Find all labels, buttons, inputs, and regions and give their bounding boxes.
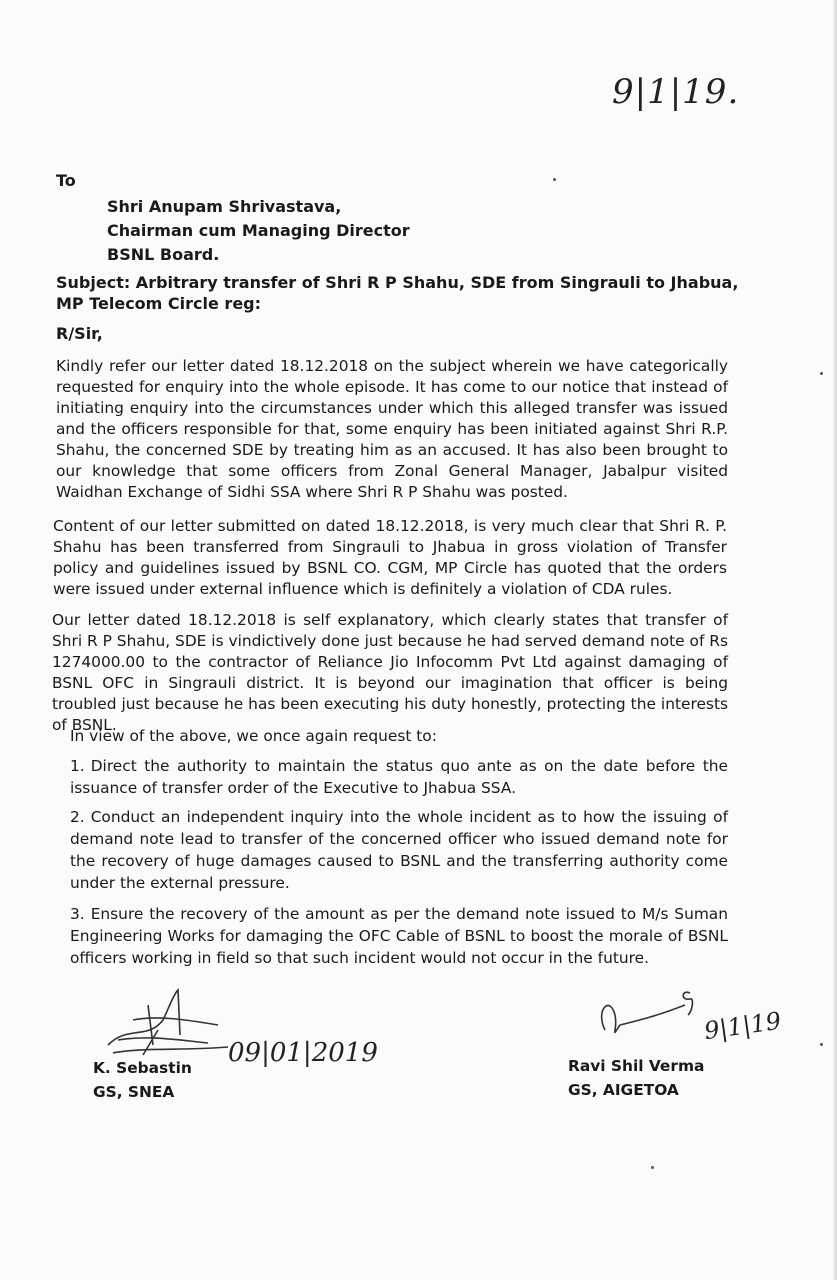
speck	[651, 1166, 654, 1169]
request-number: 1.	[70, 757, 85, 775]
signatory-left-title: GS, SNEA	[93, 1083, 175, 1101]
signatory-right-name: Ravi Shil Verma	[568, 1057, 705, 1075]
request-text: Direct the authority to maintain the status quo ante as on the date before the issuance of transfer order of the Executive to Jhabua SSA.	[70, 757, 728, 797]
request-number: 3.	[70, 905, 85, 923]
paragraph-2: Content of our letter submitted on dated 18.12.2018, is very much clear that Shri R. P. Shahu has been transferred from Singrauli to Jhabua in gross violation of Transfer policy and guidelines issued by BSNL CO. CGM, MP Circle has quoted that the orders were issued under external influence which is definitely a violation of CDA rules.	[53, 517, 727, 598]
request-intro: In view of the above, we once again request to:	[70, 727, 437, 745]
request-item-2	[70, 806, 728, 894]
recipient-organization: BSNL Board.	[107, 245, 220, 264]
speck	[553, 178, 556, 181]
signature-left	[88, 985, 238, 1065]
paragraph-1: Kindly refer our letter dated 18.12.2018 on the subject wherein we have categorically requested for enquiry into the whole episode. It has come to our notice that instead of initiating enquiry into the circumstances under which this alleged transfer was issued and the officers responsible for that, some enquiry has been initiated against Shri R.P. Shahu, the concerned SDE by treating him as an accused. It has also been brought to our knowledge that some officers from Zonal General Manager, Jabalpur visited Waidhan Exchange of Sidhi SSA where Shri R P Shahu was posted.	[56, 357, 728, 501]
page-edge-shadow	[833, 0, 837, 1280]
to-label: To	[56, 171, 76, 190]
signatory-left-name: K. Sebastin	[93, 1059, 192, 1077]
paragraph-3: Our letter dated 18.12.2018 is self explanatory, which clearly states that transfer of Shri R P Shahu, SDE is vindictively done just because he had served demand note of Rs 1274000.00 to the contractor of Reliance Jio Infocomm Pvt Ltd against damaging of BSNL OFC in Singrauli district. It is beyond our imagination that officer is being troubled just because he has been executing his duty honestly, protecting the interests of BSNL.	[52, 611, 728, 734]
signature-right	[590, 985, 710, 1055]
speck	[820, 372, 823, 375]
recipient-name: Shri Anupam Shrivastava,	[107, 197, 342, 216]
request-text: Ensure the recovery of the amount as per the demand note issued to M/s Suman Engineering Works for damaging the OFC Cable of BSNL to boost the morale of BSNL officers working in field so that such incident would not occur in the future.	[70, 905, 728, 967]
handwritten-date-left: 09|01|2019	[228, 1038, 378, 1068]
signatory-left	[93, 1056, 192, 1104]
signatory-right-title: GS, AIGETOA	[568, 1081, 679, 1099]
recipient-designation: Chairman cum Managing Director	[107, 221, 410, 240]
recipient-address	[107, 195, 410, 267]
request-text: Conduct an independent inquiry into the whole incident as to how the issuing of demand note lead to transfer of the concerned officer who issued demand note for the recovery of huge damages caused to BSNL and the transferring authority come under the external pressure.	[70, 808, 728, 892]
signatory-right	[568, 1054, 704, 1102]
speck	[820, 1043, 823, 1046]
subject-line: Subject: Arbitrary transfer of Shri R P Shahu, SDE from Singrauli to Jhabua, MP Telecom Circle reg:	[56, 273, 739, 313]
handwritten-date-top: 9|1|19.	[612, 72, 740, 112]
request-item-3	[70, 903, 728, 969]
request-number: 2.	[70, 808, 85, 826]
handwritten-date-right: 9|1|19	[702, 1006, 783, 1046]
salutation: R/Sir,	[56, 324, 103, 343]
request-item-1	[70, 755, 728, 799]
